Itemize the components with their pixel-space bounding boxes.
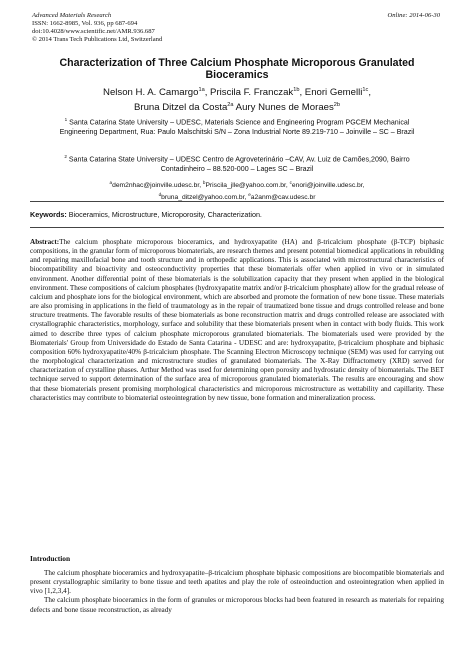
abstract [30, 238, 444, 403]
paragraph: The calcium phosphate bioceramics and hydroxyapatite–β-tricalcium phosphate biphasic compositions are biocompatible biomaterials and present crystallographic similarity to bone tissue and teeth apatites and play the role of osteoinduction and osteointegration when applied in vivo [1,2,3,4]. [30, 569, 444, 596]
keywords-text: Bioceramics, Microstructure, Microporosity, Characterization. [68, 210, 262, 219]
author-affiliation-mark: 1b [293, 87, 300, 93]
paper-title: Characterization of Three Calcium Phosphate Microporous Granulated Bioceramics [59, 57, 415, 82]
author-name: Bruna Ditzel da Costa [133, 102, 228, 114]
journal-copyright: © 2014 Trans Tech Publications Ltd, Switzerland [32, 36, 163, 44]
affiliation-number: 2 [64, 154, 67, 159]
affiliation-text: Santa Catarina State University – UDESC, Materials Science and Engineering Program PGCEM Mechanical Engineering Department, Rua: Paulo Malschitski S/N – Zona Industrial Norte 89.219-710 – Joinville – SC – Brazil [59, 118, 415, 136]
journal-doi[interactable]: doi:10.4028/www.scientific.net/AMR.936.687 [32, 28, 155, 36]
online-date: Online: 2014-06-30 [387, 12, 440, 19]
introduction-body [30, 569, 444, 615]
author-list: Nelson H. A. Camargo$^{1a}$, Priscila F. Franczak$^{1b}$, Enori Gemelli$^{1c}$, Bruna Ditzel da Costa$^{2a}$ Aury Nunes de Moraes$^{2b}$ [103, 87, 371, 114]
paragraph: The calcium phosphate bioceramics in the form of granules or microporous blocks had been featured in research as materials for repairing defects and bone tissue reconstruction, as already [30, 596, 444, 614]
email-link[interactable]: bruna_ditzel@yahoo.com.br [161, 194, 245, 202]
affiliation-number: 1 [64, 117, 68, 122]
journal-name: Advanced Materials Research [32, 12, 112, 19]
journal-header [32, 12, 352, 44]
section-heading: Introduction [30, 554, 71, 563]
author-name: Nelson H. A. Camargo [103, 87, 199, 99]
email-link[interactable]: a2anm@cav.udesc.br [250, 194, 316, 202]
author-affiliation-mark: 1c [362, 87, 369, 93]
author-name: Aury Nunes de Moraes [235, 102, 334, 114]
author-name: Priscila F. Franczak [210, 87, 294, 99]
email-list: $^a$dem2nhac@joinville.udesc.br, $^b$Priscila_jlle@yahoo.com.br, $^c$enori@joinville.udesc.br, $^d$bruna_ditzel@yahoo.com.br, $^e$a2anm@cav.udesc.br [109, 180, 365, 202]
email-link[interactable]: dem2nhac@joinville.udesc.br [112, 182, 200, 190]
author-affiliation-mark: 1a [198, 87, 205, 93]
author-name: Enori Gemelli [304, 87, 363, 99]
email-link[interactable]: enori@joinville.udesc.br [291, 182, 363, 190]
author-affiliation-mark: 2a [227, 102, 234, 109]
divider [30, 201, 444, 202]
journal-issn: ISSN: 1662-8985, Vol. 936, pp 687-694 [32, 20, 138, 28]
email-link[interactable]: Priscila_jlle@yahoo.com.br [205, 182, 286, 190]
affiliation [52, 115, 422, 137]
author-affiliation-mark: 2b [333, 102, 341, 109]
keywords-label: Keywords: [30, 210, 67, 219]
divider [30, 227, 444, 228]
keywords [30, 210, 444, 219]
abstract-text: The calcium phosphate microporous bioceramics, and hydroxyapatite (HA) and β-tricalcium phosphate (β-TCP) biphasic compositions, in the granular form of microporous biomaterials, are research themes and present potential biomedical applications in rebuilding and repairing maxillofacial bone and tooth structure and in orthopedic applications. This is associated with microstructural characteristics of biocompatibility and bioactivity and osteoconductivity properties that these biomaterials offer when applied in vivo or in simulated environment. Another differential point of these biomaterials is the solubilization capacity that they present when applied in the biological environment. These compositions of calcium phosphates (hydroxyapatite matrix and/or β-tricalcium phosphate) allow for the gradual release of calcium and phosphate ions for the biological environment, which are absorbed and promote the formation of new bone tissue. These materials are also promising in applications in the field of traumatology as in the repair of traumatized bone tissue and drugs controlled release and bone structure treatments. The favorable results of these biomaterials as bone reconstruction matrix and drugs controlled release are associated with crystallographic characteristics, morphology, surface and solubility that these biomaterials present when in contact with body fluids. This work aimed to describe three types of calcium phosphate microporous granulated biomaterials. The biomaterials used were provided by the Biomaterials' Group from Universidade do Estado de Santa Catarina - UDESC and are: hydroxyapatite, β-tricalcium phosphate and biphasic composition 60% hydroxyapatite/40% β-tricalcium phosphate. The Scanning Electron Microscopy technique (SEM) was used for carrying out the morphological characterization and microstructure studies of granulated biomaterials. The X-Ray Diffractometry (XRD) served for characterization of crystalline phases. Arthur Method was used for determining open porosity and hydrostatic density of biomaterials. The BET technique served to support determination of the surface area of microporous granulated biomaterials. The results are encouraging and show that these biomaterials present promising morphological characteristics and microporous microstructure as wettability and capillarity. These characteristics may contribute to biomaterial osteointegration by new tissue, bone formation and mineralization process. [30, 238, 444, 402]
affiliation [52, 152, 422, 174]
abstract-label: Abstract: [30, 238, 60, 246]
affiliation-text: Santa Catarina State University – UDESC Centro de Agroveterinário –CAV, Av. Luiz de Camões,2090, Bairro Contadinheiro – 88.520-000 – Lages SC – Brazil [68, 155, 410, 173]
